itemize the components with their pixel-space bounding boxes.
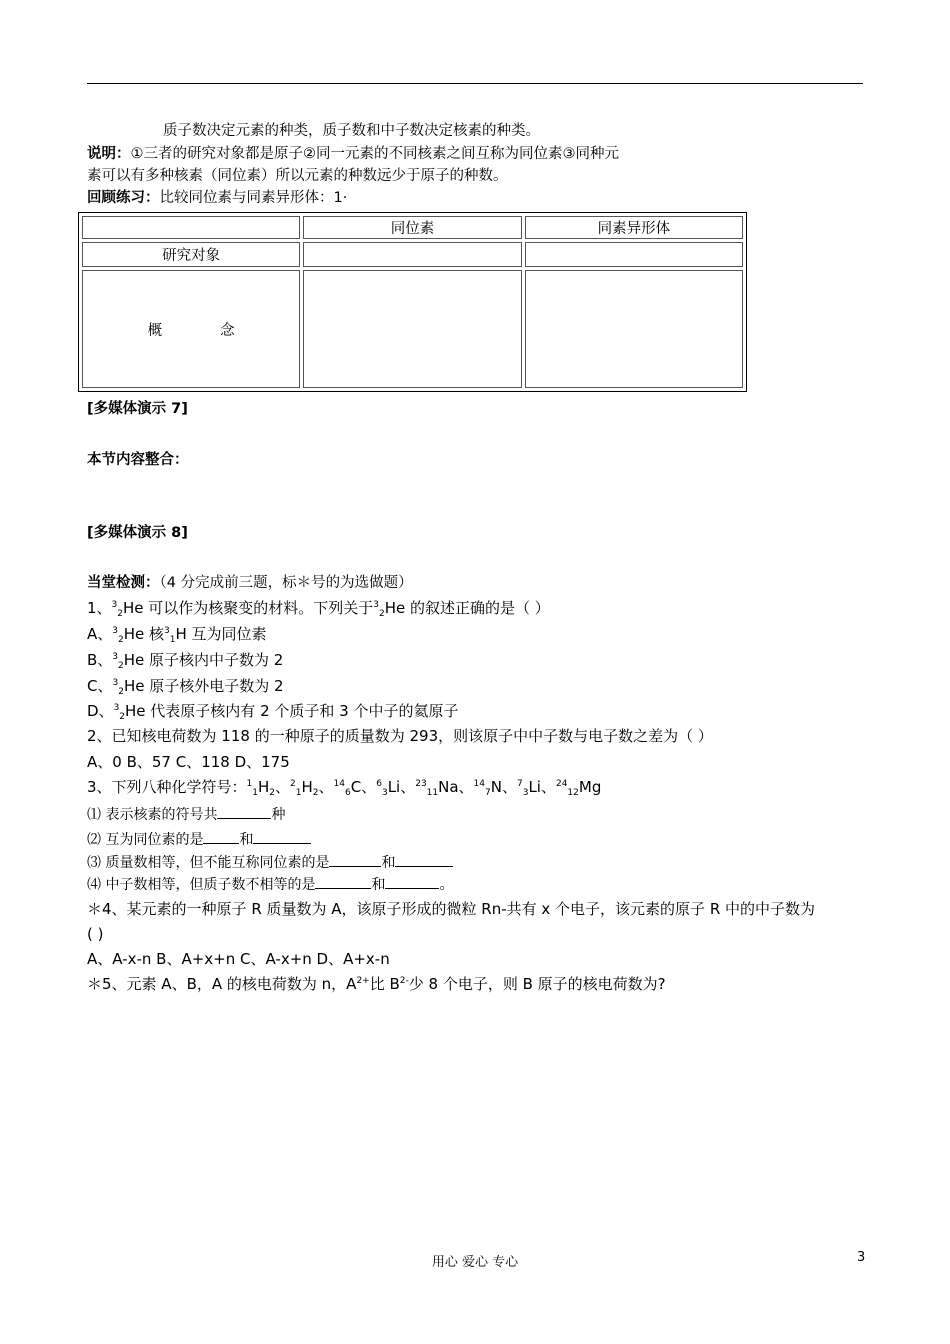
q1-stem: 1、$^3_2$He 可以作为核聚变的材料。下列关于$^3_2$He 的叙述正确的是（ ） — [87, 599, 550, 619]
table-header-empty — [82, 216, 300, 239]
q3-part-3: ⑶ 质量数相等，但不能互称同位素的是 和 — [87, 852, 453, 873]
q1-option-d: D、$^3_2$He 代表原子核内有 2 个质子和 3 个中子的氦原子 — [87, 702, 459, 722]
table-row-concept — [82, 270, 743, 388]
check-hint: （4 分完成前三题，标＊号的为选做题） — [159, 575, 413, 591]
q5-stem: ＊5、元素 A、B，A 的核电荷数为 n，$A^{2+}$比 $B^{2-}$少 8 个电子，则 B 原子的核电荷数为? — [87, 975, 666, 993]
table-cell — [303, 242, 521, 267]
review-line — [87, 189, 347, 208]
q3-part-4: ⑷ 中子数相等，但质子数不相等的是 和 。 — [87, 874, 453, 895]
answer-blank[interactable] — [253, 829, 311, 844]
table-row-object — [82, 242, 743, 267]
q2-options: A、0 B、57 C、118 D、175 — [87, 753, 290, 771]
note-label: 说明： — [87, 146, 131, 162]
q2-stem: 2、已知核电荷数为 118 的一种原子的质量数为 293，则该原子中中子数与电子数之差为（ ） — [87, 727, 713, 745]
q3-part-1: ⑴ 表示核素的符号共 种 — [87, 804, 285, 825]
table-row-concept-label — [82, 270, 300, 388]
table-row-object-label: 研究对象 — [82, 242, 300, 267]
concept-char-1: 概 — [147, 322, 163, 339]
page-number: 3 — [857, 1250, 866, 1265]
table-header-isotope: 同位素 — [303, 216, 521, 239]
answer-blank[interactable] — [385, 874, 439, 889]
table-header-row — [82, 216, 743, 239]
answer-blank[interactable] — [217, 804, 271, 819]
answer-blank[interactable] — [315, 874, 371, 889]
intro-line-3: 素可以有多种核素（同位素）所以元素的种数远少于原子的种数。 — [87, 168, 508, 184]
table-cell — [525, 270, 743, 388]
intro-line-1: 质子数决定元素的种类，质子数和中子数决定核素的种类。 — [163, 123, 540, 139]
q4-options: A、A-x-n B、A+x+n C、A-x+n D、A+x-n — [87, 950, 390, 968]
q4-stem: ＊4、某元素的一种原子 R 质量数为 A，该原子形成的微粒 Rn-共有 x 个电子，该元素的原子 R 中的中子数为 — [87, 900, 816, 918]
concept-char-2: 念 — [220, 322, 235, 339]
header-rule — [87, 83, 863, 84]
answer-blank[interactable] — [395, 852, 453, 867]
q4-paren: ( ) — [87, 925, 104, 943]
review-text: 比较同位素与同素异形体：1· — [159, 190, 348, 206]
demo-7-heading: [多媒体演示 7] — [87, 401, 188, 417]
intro-note — [87, 145, 619, 164]
table-cell — [303, 270, 521, 388]
q3-stem: 3、下列八种化学符号：$^1_1H_2$、$^2_1H_2$、$^{14}_6$C、$^6_3$Li、$^{23}_{11}$Na、$^{14}_7$N、$^7_3$Li、$^{24}_{12}$Mg — [87, 778, 602, 798]
check-label: 当堂检测： — [87, 575, 160, 591]
summary-heading: 本节内容整合： — [87, 452, 189, 468]
table-header-allotrope: 同素异形体 — [525, 216, 743, 239]
answer-blank[interactable] — [203, 829, 239, 844]
q1-option-c: C、$^3_2$He 原子核外电子数为 2 — [87, 677, 284, 697]
answer-blank[interactable] — [329, 852, 381, 867]
demo-8-heading: [多媒体演示 8] — [87, 525, 188, 541]
q1-option-a: A、$^3_2$He 核$^3_1$H 互为同位素 — [87, 625, 267, 645]
q3-part-2: ⑵ 互为同位素的是 和 — [87, 829, 311, 850]
page-footer: 用心 爱心 专心 — [431, 1255, 519, 1270]
table-cell — [525, 242, 743, 267]
comparison-table — [78, 212, 747, 392]
q1-option-b: B、$^3_2$He 原子核内中子数为 2 — [87, 651, 284, 671]
check-heading — [87, 574, 413, 593]
note-text: ①三者的研究对象都是原子②同一元素的不同核素之间互称为同位素③同种元 — [130, 146, 619, 162]
review-label: 回顾练习： — [87, 190, 160, 206]
